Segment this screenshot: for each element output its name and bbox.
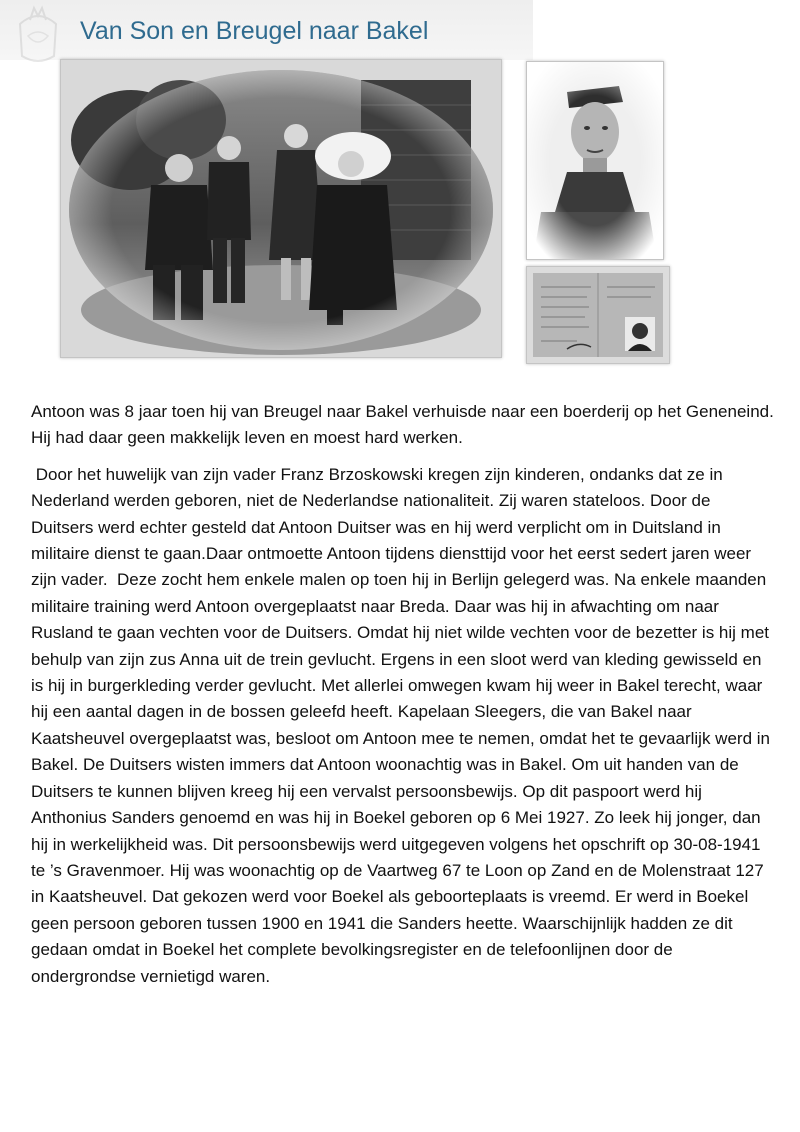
id-card-image (527, 267, 669, 363)
soldier-portrait-image (527, 62, 663, 259)
article-paragraph-2: Door het huwelijk van zijn vader Franz Brzoskowski kregen zijn kinderen, ondanks dat ze in Nederland werden geboren, niet de Nederlandse nationaliteit. Zij waren stateloos. Door de Duitsers werd echter gesteld dat Antoon Duitser was en hij werd verplicht om in Duitsland in militaire dienst te gaan.Daar ontmoette Antoon tijdens diensttijd voor het eerst sedert jaren weer zijn vader. Deze zocht hem enkele malen op toen hij in Berlijn gelegerd was. Na enkele maanden militaire training werd Antoon overgeplaatst naar Breda. Daar was hij in afwachting om naar Rusland te gaan vechten voor de Duitsers. Omdat hij niet wilde vechten voor de bezetter is hij met behulp van zijn zus Anna uit de trein gevlucht. Ergens in een sloot werd van kleding gewisseld en is hij in burgerkleding verder gevlucht. Met allerlei omwegen kwam hij weer in Bakel terecht, waar hij een aantal dagen in de bossen geleefd heeft. Kapelaan Sleegers, die van Bakel naar Kaatsheuvel overgeplaatst was, besloot om Antoon mee te nemen, omdat het te gevaarlijk werd in Bakel. De Duitsers wisten immers dat Antoon woonachtig was in Bakel. Om uit handen van de Duitsers te kunnen blijven kreeg hij een vervalst persoonsbewijs. Op dit paspoort werd hij Anthonius Sanders genoemd en was hij in Boekel geboren op 6 Mei 1927. Zo leek hij jonger, dan hij in werkelijkheid was. Dit persoonsbewijs werd uitgegeven volgens het opschrift op 30-08-1941 te ’s Gravenmoer. Hij was woonachtig op de Vaartweg 67 te Loon op Zand en de Molenstraat 127 in Kaatsheuvel. Dat gekozen werd voor Boekel als geboorteplaats is vreemd. Er werd in Boekel geen persoon geboren tussen 1900 en 1941 die Sanders heette. Waarschijnlijk hadden ze dit gedaan omdat in Boekel het complete bevolkingsregister en de telefoonlijnen door de ondergrondse vernietigd waren. (31, 464, 775, 986)
soldier-photo (526, 61, 664, 260)
coat-of-arms-icon (10, 2, 66, 66)
family-photo-image (61, 60, 501, 357)
article-body (31, 399, 776, 990)
passport-photo (526, 266, 670, 364)
page-title: Van Son en Breugel naar Bakel (80, 17, 429, 45)
family-photo (60, 59, 502, 358)
page-header (0, 0, 533, 60)
article-paragraph-1: Antoon was 8 jaar toen hij van Breugel naar Bakel verhuisde naar een boerderij op het Geneneind. Hij had daar geen makkelijk leven en moest hard werken. (31, 402, 774, 448)
